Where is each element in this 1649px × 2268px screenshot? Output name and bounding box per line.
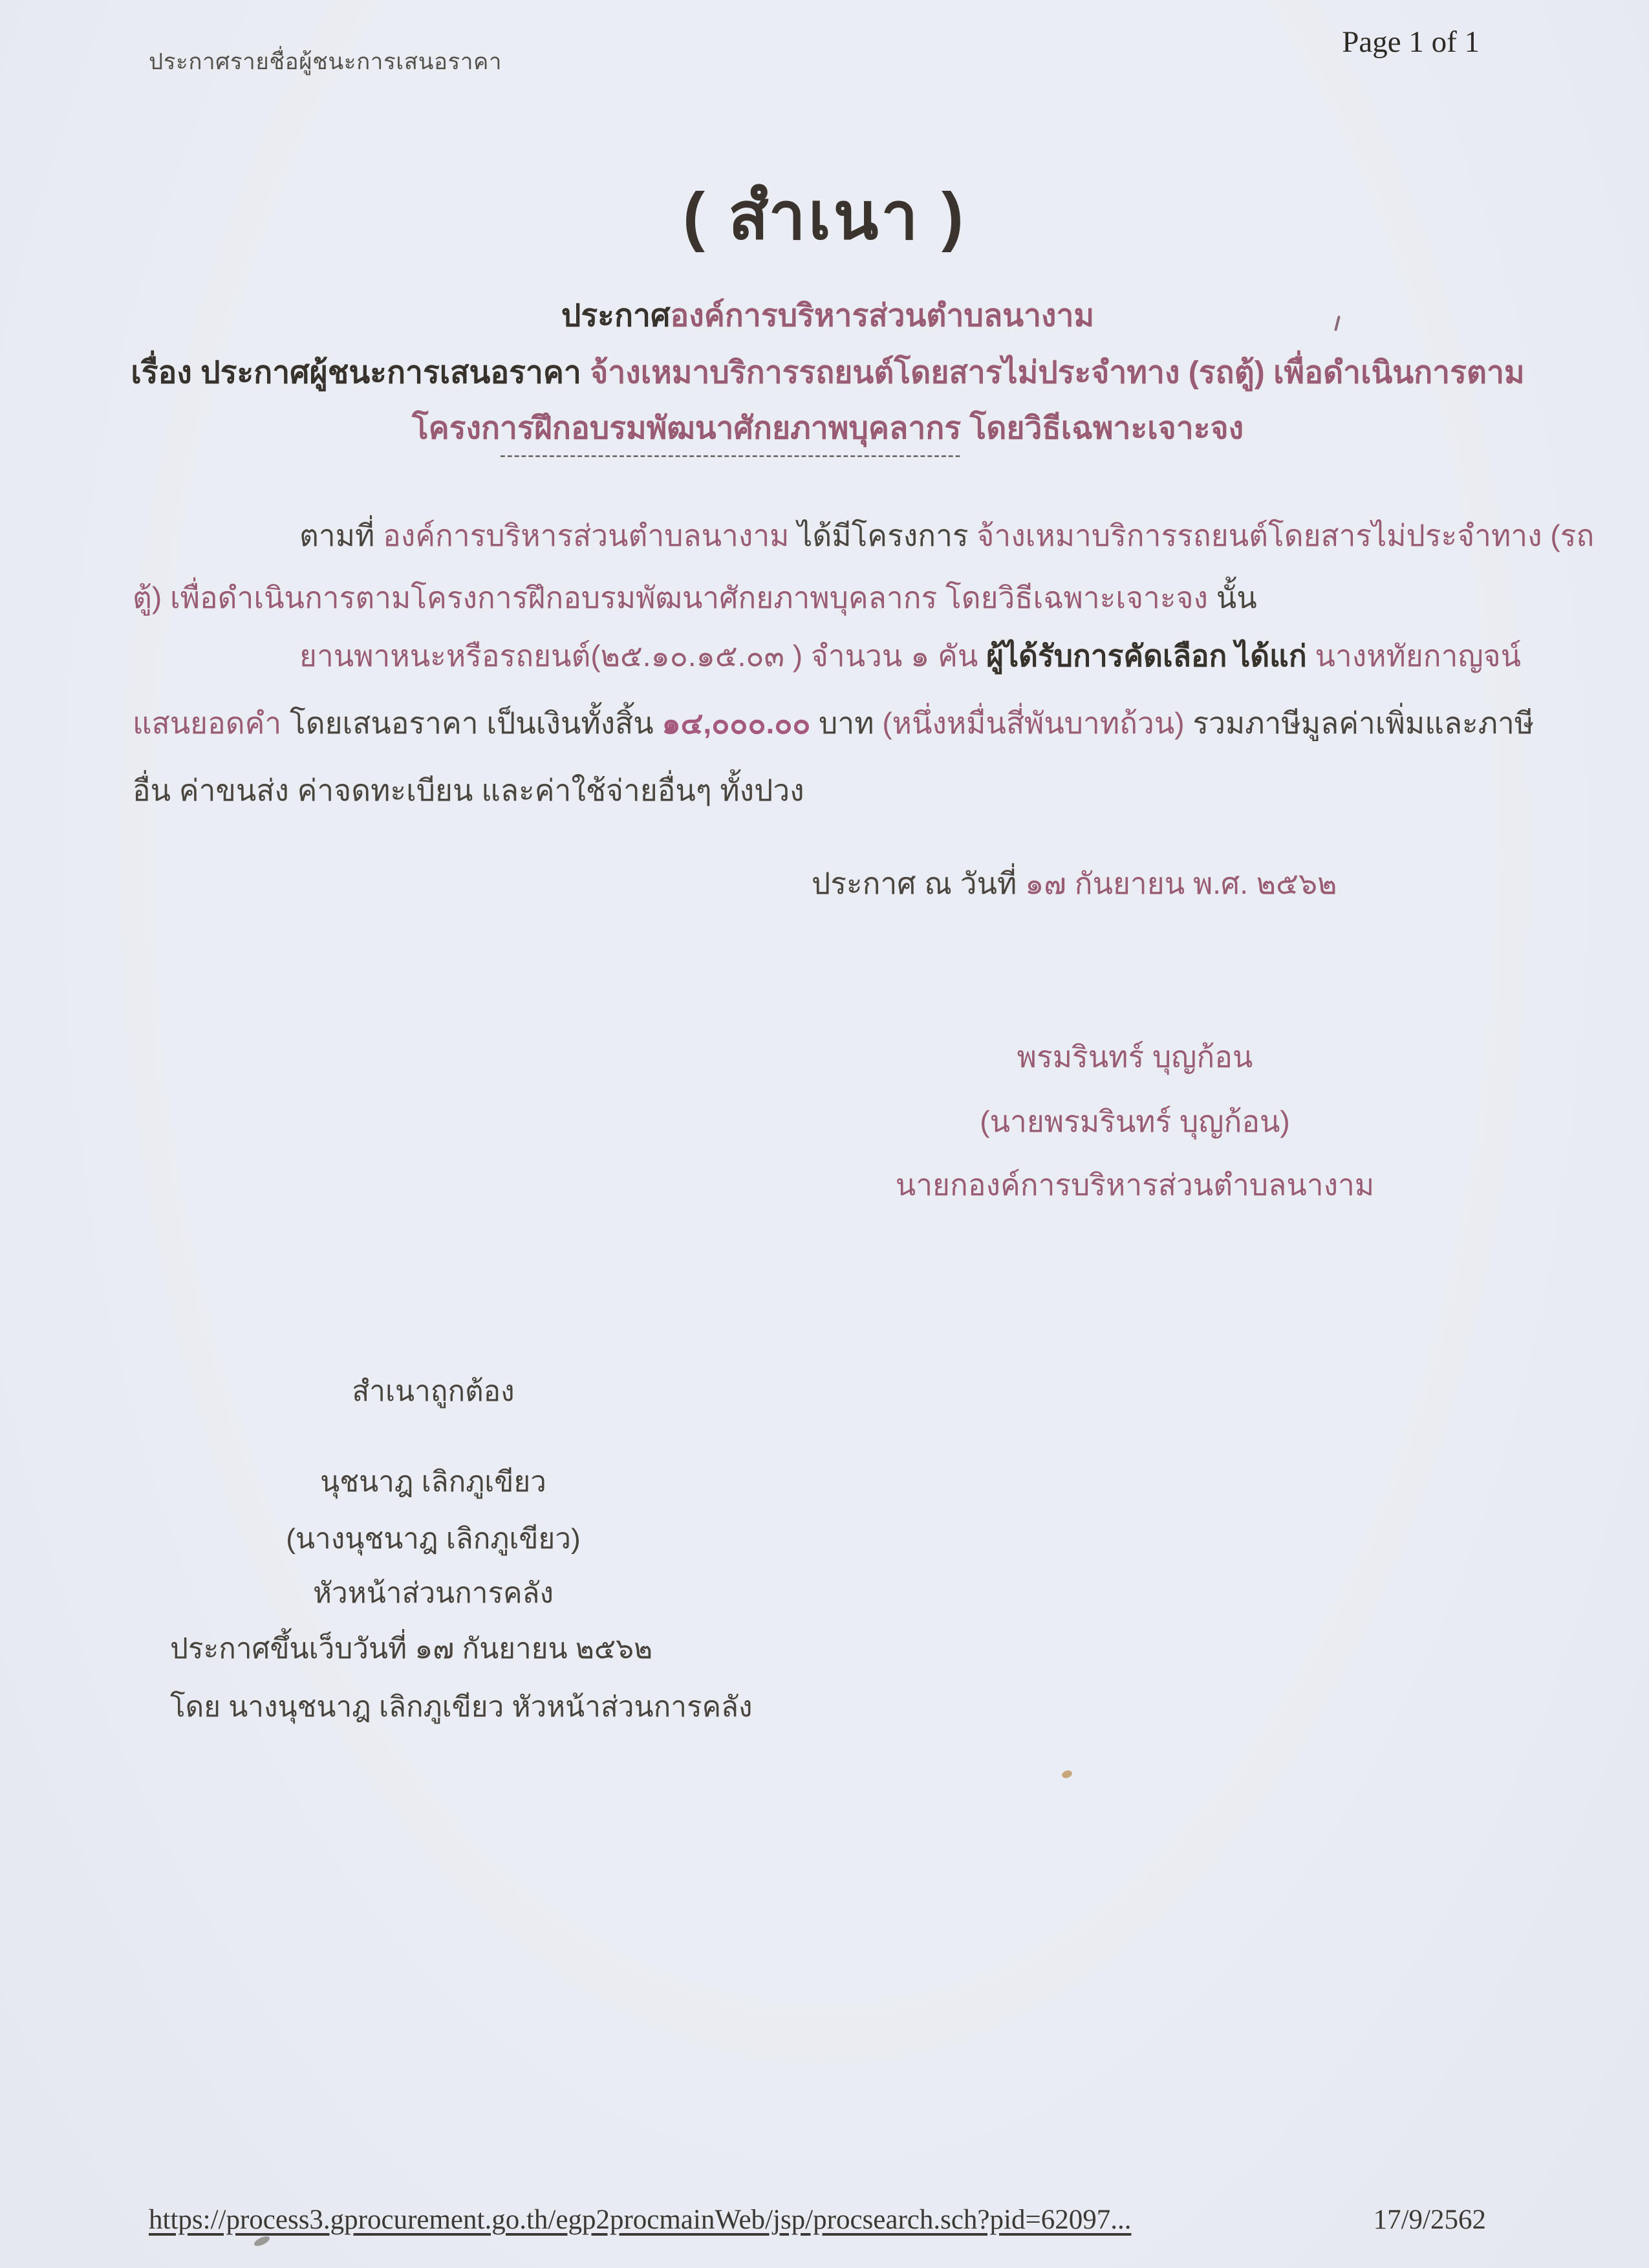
web-posted-by-line: โดย นางนุชนาฎ เลิกภูเขียว หัวหน้าส่วนการคลัง [170, 1691, 753, 1723]
announcement-date-line [812, 860, 1337, 907]
announcement-subject-line-1 [103, 348, 1552, 397]
text-run: ๑๗ กันยายน พ.ศ. ๒๕๖๒ [1025, 867, 1337, 900]
certifier-name: นุชนาฎ เลิกภูเขียว [320, 1466, 546, 1498]
text-run: ตามที่ [299, 519, 383, 552]
footer-source-url: https://process3.gprocurement.go.th/egp2procmainWeb/jsp/procsearch.sch?pid=62097... [149, 2205, 1132, 2235]
announcement-org-line [103, 291, 1552, 340]
text-run: จ้างเหมาบริการรถยนต์โดยสารไม่ประจำทาง (รถตู้) เพื่อดำเนินการตาม [590, 356, 1525, 390]
text-run: (หนึ่งหมื่นสี่พันบาทถ้วน) [882, 706, 1185, 740]
text-run: ได้มีโครงการ [797, 519, 977, 552]
body-line-4 [133, 700, 1562, 747]
text-run: บาท [810, 706, 883, 740]
body-line-1 [133, 512, 1649, 559]
body-line-5 [133, 767, 1562, 814]
scan-artifact-speck [1061, 1769, 1073, 1780]
text-run: นางหทัยกาญจน์ [1315, 639, 1522, 673]
signer-name: พรมรินทร์ บุญก้อน [1017, 1040, 1253, 1074]
copy-certification-label: สำเนาถูกต้อง [352, 1376, 515, 1407]
text-run: แสนยอดคำ [133, 706, 290, 740]
body-line-3 [133, 632, 1649, 680]
page-number: Page 1 of 1 [1342, 25, 1480, 59]
text-run: ตู้) เพื่อดำเนินการตามโครงการฝึกอบรมพัฒนาศักยภาพบุคลากร โดยวิธีเฉพาะเจาะจง [133, 581, 1209, 614]
text-run: ๑๔,๐๐๐.๐๐ [662, 706, 811, 740]
copy-stamp-title: ( สำเนา ) [682, 179, 966, 253]
text-run: นั้น [1208, 581, 1257, 614]
scan-artifact-smudge [253, 2234, 271, 2248]
text-run: อื่น ค่าขนส่ง ค่าจดทะเบียน และค่าใช้จ่ายอื่นๆ ทั้งปวง [133, 773, 804, 807]
signer-position: นายกองค์การบริหารส่วนตำบลนางาม [895, 1168, 1375, 1202]
certifier-name-parentheses: (นางนุชนาฎ เลิกภูเขียว) [286, 1523, 581, 1555]
text-run: องค์การบริหารส่วนตำบลนางาม [670, 299, 1095, 333]
text-run: รวมภาษีมูลค่าเพิ่มและภาษี [1184, 706, 1535, 740]
body-line-2 [133, 574, 1562, 621]
text-run: โครงการฝึกอบรมพัฒนาศักยภาพบุคลากร โดยวิธีเฉพาะเจาะจง [411, 411, 1244, 446]
text-run: ประกาศ [561, 299, 671, 333]
text-run: โดยเสนอราคา เป็นเงินทั้งสิ้น [290, 706, 662, 740]
footer-print-date: 17/9/2562 [1373, 2205, 1486, 2235]
text-run: เรื่อง ประกาศผู้ชนะการเสนอราคา [131, 356, 590, 390]
text-run: ประกาศ ณ วันที่ [812, 867, 1026, 900]
dashed-divider: ------------------------------------------------------------------ [499, 445, 962, 465]
text-run: ผู้ได้รับการคัดเลือก ได้แก่ [986, 639, 1315, 673]
signer-name-parentheses: (นายพรมรินทร์ บุญก้อน) [980, 1105, 1290, 1138]
text-run: ยานพาหนะหรือรถยนต์(๒๕.๑๐.๑๕.๐๓ ) จำนวน ๑ คัน [299, 639, 987, 673]
web-posted-date-line: ประกาศขึ้นเว็บวันที่ ๑๗ กันยายน ๒๕๖๒ [170, 1633, 653, 1665]
text-run: องค์การบริหารส่วนตำบลนางาม [383, 519, 798, 552]
certifier-position: หัวหน้าส่วนการคลัง [312, 1577, 554, 1609]
text-run: จ้างเหมาบริการรถยนต์โดยสารไม่ประจำทาง (รถ [976, 519, 1595, 552]
document-header-title: ประกาศรายชื่อผู้ชนะการเสนอราคา [149, 49, 502, 74]
